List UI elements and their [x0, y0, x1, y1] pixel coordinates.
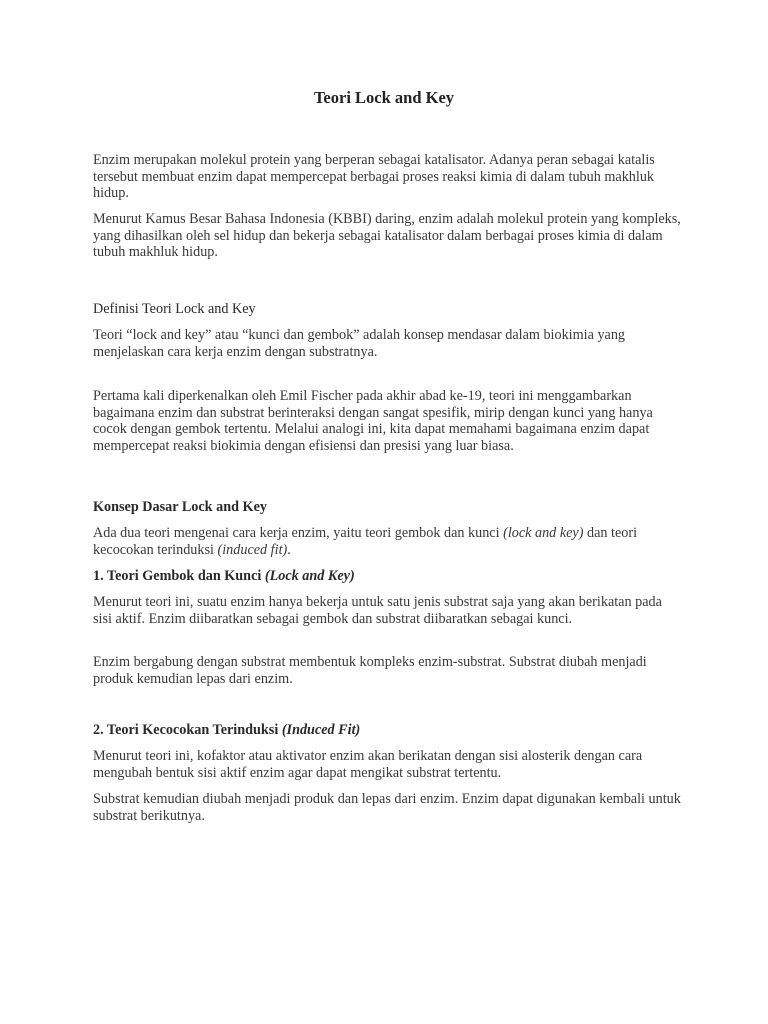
konsep-text-c: dan teori kecocokan terinduksi — [93, 525, 638, 558]
konsep-text-lock-and-key: (lock and key) — [503, 525, 584, 541]
konsep-text-induced-fit: (induced fit) — [217, 541, 288, 558]
teori2-heading — [93, 722, 683, 739]
teori1-paragraph-2: Enzim bergabung dengan substrat membentuk kompleks enzim-substrat. Substrat diubah menjadi produk kemudian lepas dari enzim. — [93, 654, 647, 687]
teori1-heading-text: 1. Teori Gembok dan Kunci — [93, 568, 265, 584]
konsep-text-a: Ada dua teori mengenai cara kerja enzim, yaitu teori gembok dan kunci — [93, 525, 504, 541]
teori2-paragraph-1: Menurut teori ini, kofaktor atau aktivator enzim akan berikatan dengan sisi alosterik dengan cara mengubah bentuk sisi aktif enzim agar dapat mengikat substrat tertentu. — [93, 748, 643, 781]
teori2-heading-italic: (Induced Fit) — [281, 722, 361, 738]
konsep-text-e: . — [287, 541, 291, 558]
konsep-heading: Konsep Dasar Lock and Key — [93, 499, 267, 515]
document-title: Teori Lock and Key — [313, 88, 455, 107]
definisi-paragraph-1: Teori “lock and key” atau “kunci dan gembok” adalah konsep mendasar dalam biokimia yang menjelaskan cara kerja enzim dengan substratnya. — [93, 327, 626, 360]
definisi-heading: Definisi Teori Lock and Key — [93, 301, 256, 317]
konsep-paragraph-1 — [93, 525, 683, 558]
intro-paragraph-1: Enzim merupakan molekul protein yang berperan sebagai katalisator. Adanya peran sebagai katalis tersebut membuat enzim dapat mempercepat berbagai proses reaksi kimia di dalam tubuh makhluk hidup. — [93, 152, 655, 202]
teori2-heading-text: 2. Teori Kecocokan Terinduksi — [93, 722, 282, 738]
teori1-paragraph-1: Menurut teori ini, suatu enzim hanya bekerja untuk satu jenis substrat saja yang akan berikatan pada sisi aktif. Enzim diibaratkan sebagai gembok dan substrat diibaratkan sebagai kunci. — [93, 594, 662, 627]
teori2-paragraph-2: Substrat kemudian diubah menjadi produk dan lepas dari enzim. Enzim dapat digunakan kembali untuk substrat berikutnya. — [93, 791, 681, 824]
definisi-paragraph-2: Pertama kali diperkenalkan oleh Emil Fischer pada akhir abad ke-19, teori ini menggambarkan bagaimana enzim dan substrat berinteraksi dengan sangat spesifik, mirip dengan kunci yang hanya cocok dengan gembok tertentu. Melalui analogi ini, kita dapat memahami bagaimana enzim dapat mempercepat reaksi biokimia dengan efisiensi dan presisi yang luar biasa. — [93, 388, 653, 454]
teori1-heading — [93, 568, 683, 585]
teori1-heading-italic: (Lock and Key) — [264, 568, 355, 584]
intro-paragraph-2: Menurut Kamus Besar Bahasa Indonesia (KBBI) daring, enzim adalah molekul protein yang kompleks, yang dihasilkan oleh sel hidup dan bekerja sebagai katalisator dalam berbagai proses kimia di dalam tubuh makhluk hidup. — [93, 211, 681, 261]
